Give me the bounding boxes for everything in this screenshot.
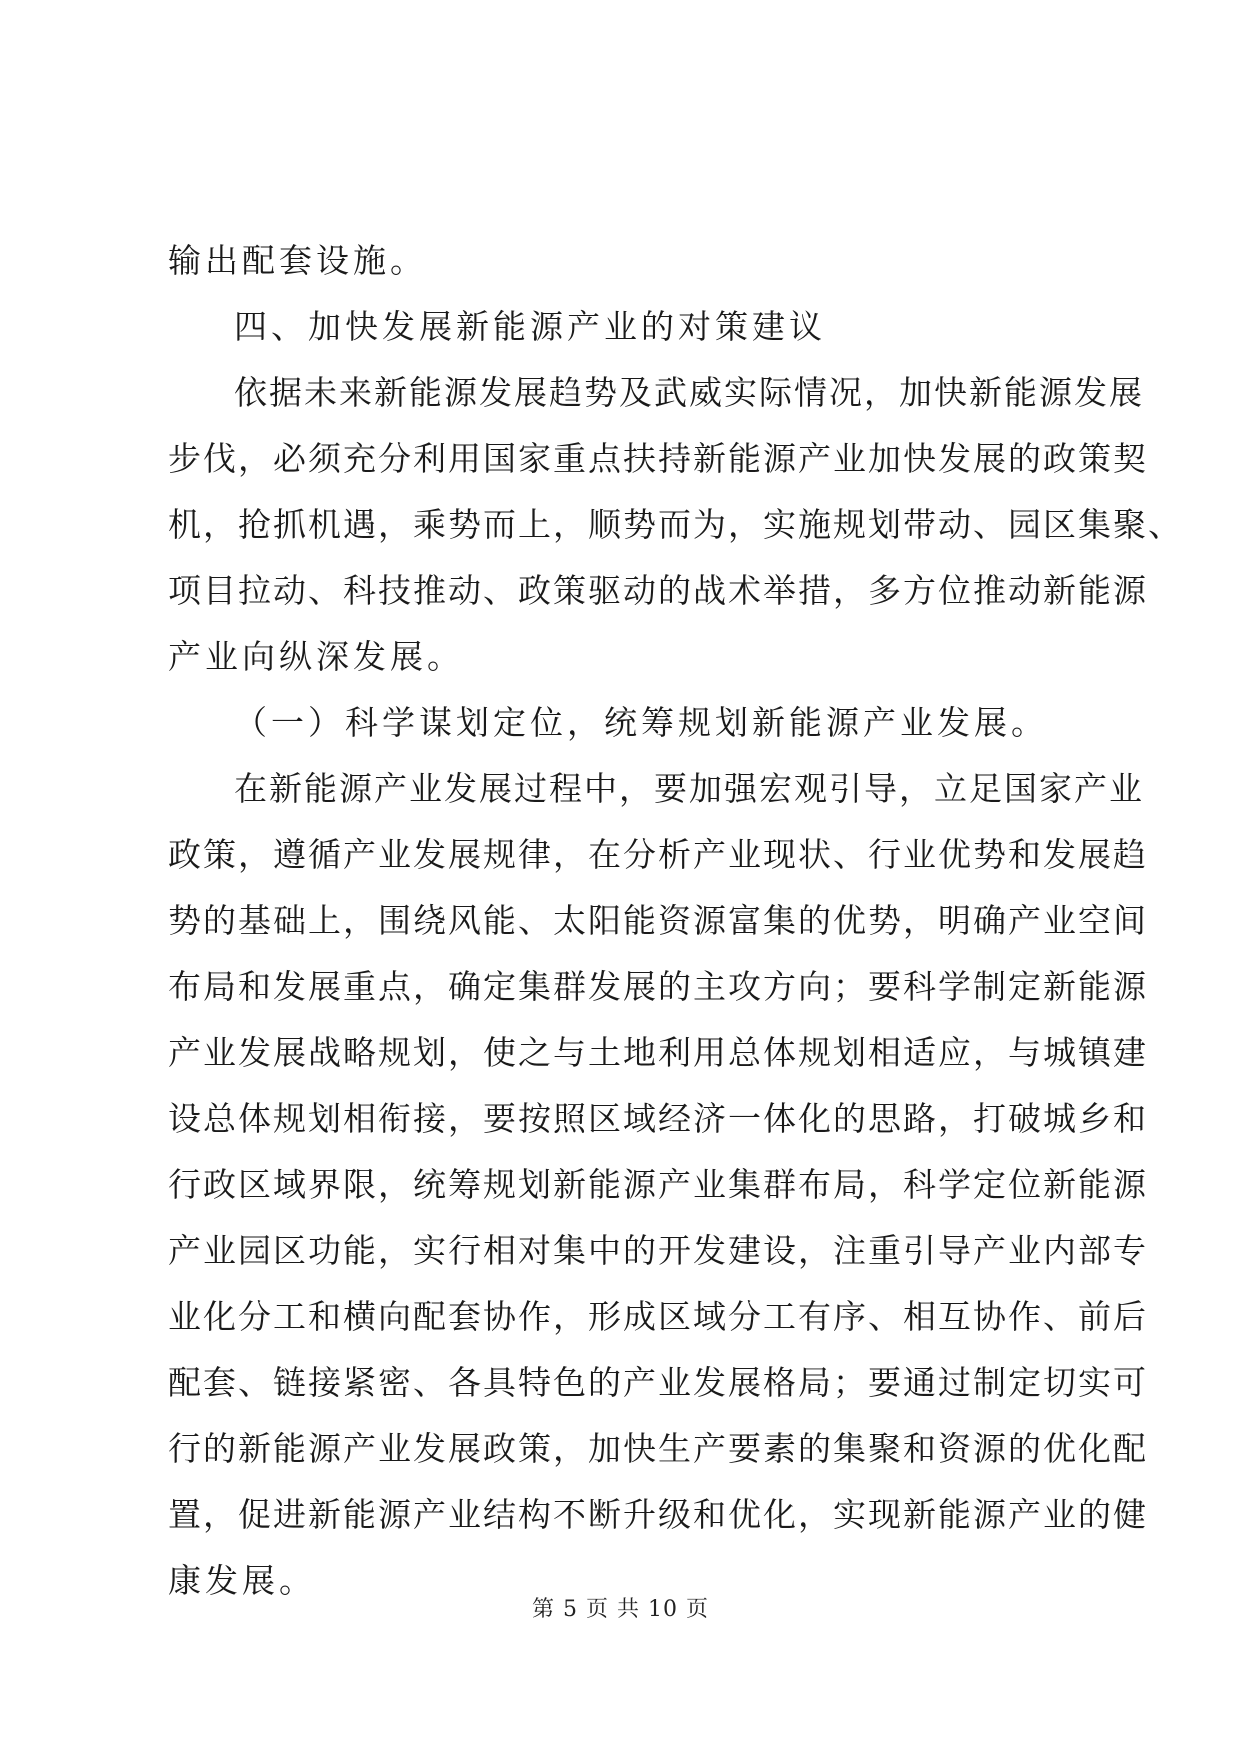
- paragraph-line: 产业向纵深发展。: [168, 637, 464, 676]
- paragraph-line: 在新能源产业发展过程中，要加强宏观引导，立足国家产业: [234, 769, 1144, 808]
- paragraph-line: 依据未来新能源发展趋势及武威实际情况，加快新能源发展: [234, 373, 1144, 412]
- paragraph-line: 政策，遵循产业发展规律，在分析产业现状、行业优势和发展趋: [168, 835, 1148, 874]
- paragraph-line: 项目拉动、科技推动、政策驱动的战术举措，多方位推动新能源: [168, 571, 1148, 610]
- paragraph-line: 产业园区功能，实行相对集中的开发建设，注重引导产业内部专: [168, 1231, 1148, 1270]
- paragraph-line: 置，促进新能源产业结构不断升级和优化，实现新能源产业的健: [168, 1495, 1148, 1534]
- paragraph-line: 配套、链接紧密、各具特色的产业发展格局；要通过制定切实可: [168, 1363, 1148, 1402]
- subsection-heading: （一）科学谋划定位，统筹规划新能源产业发展。: [234, 703, 1048, 742]
- section-heading: 四、加快发展新能源产业的对策建议: [234, 307, 826, 346]
- paragraph-line: 输出配套设施。: [168, 241, 427, 280]
- paragraph-line: 机，抢抓机遇，乘势而上，顺势而为，实施规划带动、园区集聚、: [168, 505, 1183, 544]
- paragraph-line: 业化分工和横向配套协作，形成区域分工有序、相互协作、前后: [168, 1297, 1148, 1336]
- paragraph-line: 产业发展战略规划，使之与土地利用总体规划相适应，与城镇建: [168, 1033, 1148, 1072]
- paragraph-line: 势的基础上，围绕风能、太阳能资源富集的优势，明确产业空间: [168, 901, 1148, 940]
- page-footer: 第 5 页 共 10 页: [532, 1597, 709, 1622]
- paragraph-line: 布局和发展重点，确定集群发展的主攻方向；要科学制定新能源: [168, 967, 1148, 1006]
- document-body: [168, 228, 1183, 1614]
- paragraph-line: 康发展。: [168, 1561, 316, 1600]
- paragraph-line: 行的新能源产业发展政策，加快生产要素的集聚和资源的优化配: [168, 1429, 1148, 1468]
- paragraph-line: 设总体规划相衔接，要按照区域经济一体化的思路，打破城乡和: [168, 1099, 1148, 1138]
- paragraph-line: 行政区域界限，统筹规划新能源产业集群布局，科学定位新能源: [168, 1165, 1148, 1204]
- paragraph-line: 步伐，必须充分利用国家重点扶持新能源产业加快发展的政策契: [168, 439, 1148, 478]
